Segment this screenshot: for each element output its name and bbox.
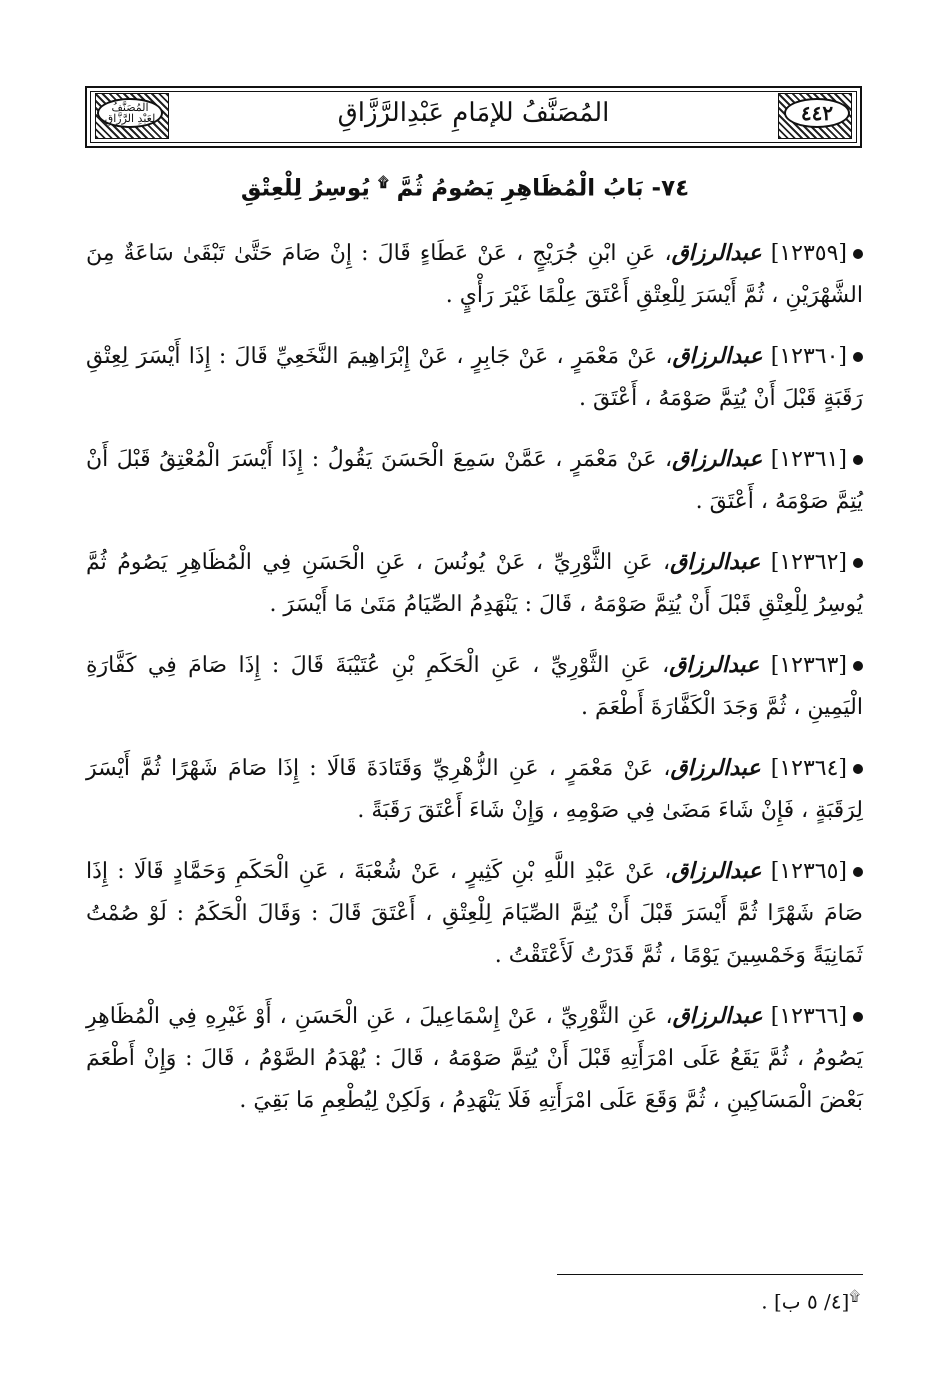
- bullet-icon: [853, 352, 863, 362]
- hadith-entry: [86, 850, 863, 977]
- entry-number: [١٢٣٦٤]: [770, 756, 847, 781]
- page-number-cartouche: [784, 98, 850, 128]
- entry-text: ، عَنْ عَبْدِ اللَّهِ بْنِ كَثِيرٍ ، عَنْ شُعْبَةَ ، عَنِ الْحَكَمِ وَحَمَّادٍ قَالَا : إِذَا صَامَ شَهْرًا ثُمَّ أَيْسَرَ قَبْلَ أَنْ يُتِمَّ الصِّيَامَ لِلْعِتْقِ ، أَعْتَقَ قَالَ : وَقَالَ الْحَكَمُ : لَوْ صُمْتُ ثَمَانِيَةً وَخَمْسِينَ يَوْمًا ، ثُمَّ قَدَرْتُ لَأَعْتَقْتُ .: [86, 859, 863, 968]
- bullet-icon: [853, 558, 863, 568]
- entry-number: [١٢٣٦٢]: [770, 550, 847, 575]
- entry-author: عبدالرزاق: [671, 240, 762, 266]
- entry-text: ، عَنِ الثَّوْرِيِّ ، عَنْ إِسْمَاعِيلَ ، عَنِ الْحَسَنِ ، أَوْ غَيْرِهِ فِي الْمُظَاهِرِ يَصُومُ ، ثُمَّ يَقَعُ عَلَى امْرَأَتِهِ قَبْلَ أَنْ يُتِمَّ صَوْمَهُ ، قَالَ : يُهْدَمُ الصَّوْمُ ، قَالَ : وَإِنْ أَطْعَمَ بَعْضَ الْمَسَاكِينِ ، ثُمَّ وَقَعَ عَلَى امْرَأَتِهِ فَلَا يَنْهَدِمُ ، وَلَكِنْ لِيُطْعِمِ مَا بَقِيَ .: [86, 1004, 863, 1113]
- entry-text: ، عَنْ مَعْمَرٍ ، عَمَّنْ سَمِعَ الْحَسَنَ يَقُولُ : إِذَا أَيْسَرَ الْمُعْتِقُ قَبْلَ أَنْ يُتِمَّ صَوْمَهُ ، أَعْتَقَ .: [86, 447, 863, 514]
- page-number: ٤٤٢: [800, 101, 834, 125]
- entry-number: [١٢٣٥٩]: [770, 241, 847, 266]
- running-title: المُصَنَّفُ للإمَامِ عَبْدِالرَّزَّاقِ: [337, 98, 610, 128]
- entry-text: ، عَنِ الثَّوْرِيِّ ، عَنِ الْحَكَمِ بْنِ عُتَيْبَةَ قَالَ : إِذَا صَامَ فِي كَفَّارَةِ الْيَمِينِ ، ثُمَّ وَجَدَ الْكَفَّارَةَ أَطْعَمَ .: [86, 653, 863, 720]
- footnote: [761, 1289, 860, 1314]
- entry-text: ، عَنِ الثَّوْرِيِّ ، عَنْ يُونُسَ ، عَنِ الْحَسَنِ فِي الْمُظَاهِرِ يَصُومُ ثُمَّ يُوسِرُ لِلْعِتْقِ قَبْلَ أَنْ يُتِمَّ صَوْمَهُ ، قَالَ : يَنْهَدِمُ الصِّيَامُ مَتَىٰ مَا أَيْسَرَ .: [86, 550, 863, 617]
- hadith-entry: [86, 747, 863, 832]
- entry-number: [١٢٣٦١]: [770, 447, 847, 472]
- footnote-marker-icon: ۩: [849, 1289, 860, 1305]
- entry-author: عبدالرزاق: [670, 755, 761, 781]
- bullet-icon: [853, 1012, 863, 1022]
- page-header: [85, 86, 862, 148]
- entry-number: [١٢٣٦٥]: [770, 859, 848, 884]
- book-logo: [97, 98, 163, 128]
- chapter-title: [150, 175, 780, 202]
- entry-number: [١٢٣٦٠]: [770, 344, 847, 369]
- entry-author: عبدالرزاق: [669, 652, 760, 678]
- hadith-entry: [86, 644, 863, 729]
- logo-line-1: المُصَنَّفُ: [111, 101, 149, 114]
- entry-text: ، عَنْ مَعْمَرٍ ، عَنْ جَابِرٍ ، عَنْ إِبْرَاهِيمَ النَّخَعِيِّ قَالَ : إِذَا أَيْسَرَ لِعِتْقِ رَقَبَةٍ قَبْلَ أَنْ يُتِمَّ صَوْمَهُ ، أَعْتَقَ .: [86, 344, 863, 411]
- bullet-icon: [853, 455, 863, 465]
- entry-author: عبدالرزاق: [672, 343, 763, 369]
- entry-text: ، عَنْ مَعْمَرٍ ، عَنِ الزُّهْرِيِّ وَقَتَادَةَ قَالَا : إِذَا صَامَ شَهْرًا ثُمَّ أَيْسَرَ لِرَقَبَةٍ ، فَإِنْ شَاءَ مَضَىٰ فِي صَوْمِهِ ، وَإِنْ شَاءَ أَعْتَقَ رَقَبَةً .: [86, 756, 863, 823]
- entry-author: عبدالرزاق: [672, 1003, 763, 1029]
- footnote-text: [٤/ ٥ ب] .: [761, 1289, 850, 1314]
- entry-author: عبدالرزاق: [670, 549, 761, 575]
- entry-author: عبدالرزاق: [672, 446, 763, 472]
- chapter-title-start: ٧٤- بَابُ الْمُظَاهِرِ يَصُومُ ثُمَّ: [396, 175, 690, 202]
- bullet-icon: [853, 661, 863, 671]
- logo-line-2: لِعَبْدِ الرَّزَّاقِ: [104, 112, 156, 125]
- entry-number: [١٢٣٦٣]: [770, 653, 847, 678]
- bullet-icon: [853, 764, 863, 774]
- bullet-icon: [853, 867, 863, 877]
- entry-author: عبدالرزاق: [671, 858, 762, 884]
- entries-list: [86, 232, 863, 1140]
- chapter-title-end: يُوسِرُ لِلْعِتْقِ: [240, 175, 370, 202]
- footnote-divider: [557, 1274, 863, 1275]
- hadith-entry: [86, 995, 863, 1122]
- footnote-marker-icon: ۩: [377, 175, 389, 191]
- hadith-entry: [86, 232, 863, 317]
- entry-text: ، عَنِ ابْنِ جُرَيْجٍ ، عَنْ عَطَاءٍ قَالَ : إِنْ صَامَ حَتَّىٰ تَبْقَىٰ سَاعَةٌ مِنَ الشَّهْرَيْنِ ، ثُمَّ أَيْسَرَ لِلْعِتْقِ أَعْتَقَ عِلْمًا غَيْرَ رَأْيٍ .: [86, 241, 863, 308]
- bullet-icon: [853, 249, 863, 259]
- hadith-entry: [86, 541, 863, 626]
- hadith-entry: [86, 438, 863, 523]
- entry-number: [١٢٣٦٦]: [770, 1004, 847, 1029]
- hadith-entry: [86, 335, 863, 420]
